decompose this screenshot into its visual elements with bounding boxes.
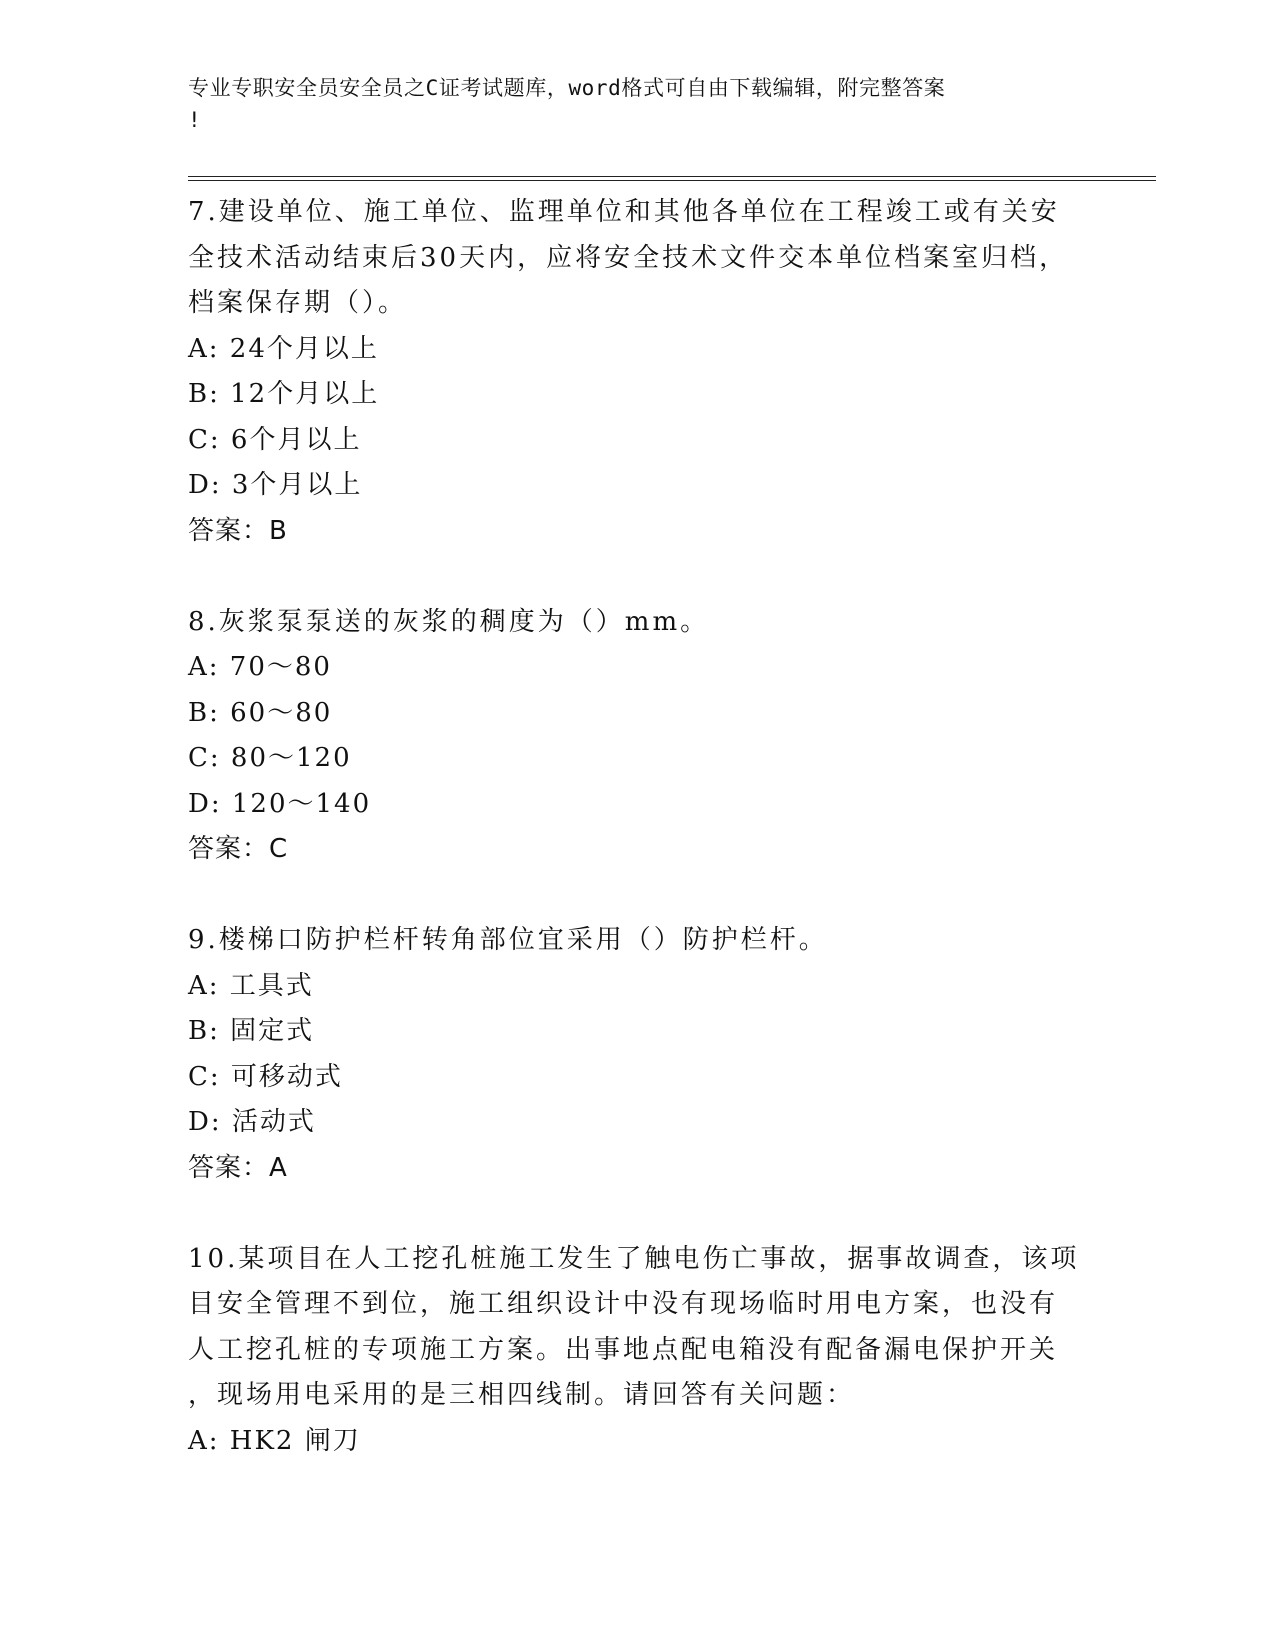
question-stem-line: 档案保存期（）。 [188, 288, 408, 318]
option-a: A: HK2 闸刀 [188, 1425, 361, 1456]
question-10 [188, 1237, 1088, 1465]
question-stem-line: 人工挖孔桩的专项施工方案。出事地点配电箱没有配备漏电保护开关 [188, 1334, 1059, 1365]
question-8 [188, 600, 1088, 873]
option-a: A: 70～80 [188, 652, 332, 682]
question-9 [188, 918, 1088, 1191]
option-d: D: 120～140 [188, 788, 372, 819]
header-title-continuation: ! [188, 108, 202, 132]
option-d: D: 3个月以上 [188, 470, 363, 500]
question-stem-line: 目安全管理不到位，施工组织设计中没有现场临时用电方案，也没有 [188, 1289, 1059, 1319]
option-b: B: 固定式 [188, 1016, 315, 1046]
question-stem-line: 全技术活动结束后30天内，应将安全技术文件交本单位档案室归档， [188, 242, 1069, 273]
question-stem-line: 8.灰浆泵泵送的灰浆的稠度为（）mm。 [188, 606, 710, 637]
spacer [188, 873, 1088, 919]
option-d: D: 活动式 [188, 1107, 316, 1137]
option-c: C: 可移动式 [188, 1061, 343, 1092]
option-c: C: 6个月以上 [188, 424, 362, 455]
header-divider [188, 176, 1156, 181]
option-c: C: 80～120 [188, 743, 352, 773]
option-b: B: 60～80 [188, 697, 333, 728]
question-stem-line: 10.某项目在人工挖孔桩施工发生了触电伤亡事故，据事故调查，该项 [188, 1243, 1080, 1274]
option-b: B: 12个月以上 [188, 379, 380, 409]
question-list [188, 190, 1088, 1464]
question-7 [188, 190, 1088, 554]
option-a: A: 工具式 [188, 970, 314, 1001]
page-header [188, 72, 1088, 136]
header-title: 专业专职安全员安全员之C证考试题库，word格式可自由下载编辑，附完整答案 [188, 76, 946, 100]
question-stem-line: 9.楼梯口防护栏杆转角部位宜采用（）防护栏杆。 [188, 925, 828, 955]
answer-line: 答案：C [188, 834, 289, 864]
option-a: A: 24个月以上 [188, 333, 379, 364]
answer-line: 答案：B [188, 515, 288, 546]
question-stem-line: 7.建设单位、施工单位、监理单位和其他各单位在工程竣工或有关安 [188, 197, 1060, 227]
spacer [188, 1191, 1088, 1237]
question-stem-line: ，现场用电采用的是三相四线制。请回答有关问题： [188, 1380, 856, 1410]
answer-line: 答案：A [188, 1152, 288, 1183]
spacer [188, 554, 1088, 600]
